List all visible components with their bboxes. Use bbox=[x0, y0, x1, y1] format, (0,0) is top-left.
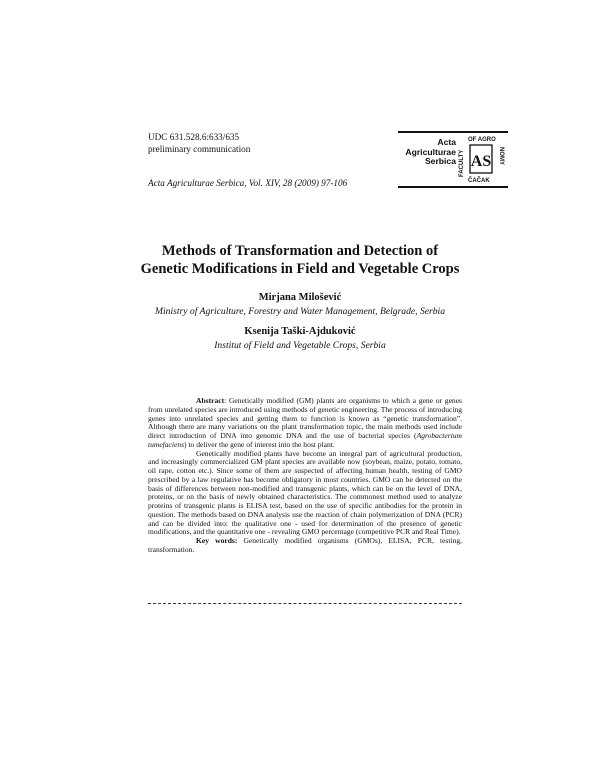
keywords bbox=[148, 537, 462, 555]
seal-ring-left: FACULTY bbox=[459, 149, 465, 177]
section-divider bbox=[148, 603, 462, 604]
abstract-text: : Genetically modified (GM) plants are organisms to which a gene or genes from unrelated species are introduced using methods of genetic engineering. The process of introducing genes into unrelated species and getting them to function is known as “genetic transformation”. Although there are many variations on the plant transformation topic, the main methods used include direct introduction of DNA into genomic DNA and the use of bacterial species ( bbox=[148, 396, 462, 440]
author-name: Ksenija Taški-Ajduković bbox=[244, 326, 356, 337]
author-affiliation: Ministry of Agriculture, Forestry and Water Management, Belgrade, Serbia bbox=[155, 306, 445, 317]
abstract-paragraph-2: Genetically modified plants have become an integral part of agricultural production, and increasingly commercialized GM plant species are available now (soybean, maize, potato, tomato, oil rape, cotton etc.). Since some of them are suspected of affecting human health, testing of GMO prescribed by a law regulative has become obligatory in most countries. GMO can be detected on the basis of differences between non-modified and transgenic plants, which can be on the level of DNA, proteins, or on the basis of newly obtained characteristics. The commonest method used to analyze proteins of transgenic plants is ELISA test, based on the use of specific antibodies for the protein in question. The methods based on DNA analysis use the reaction of chain polymerization of DNA (PCR) and can be divided into: the qualitative one - used for determination of the presence of genetic modifications, and the quantitative one - revealing GMO percentage (competitive PCR and Real Time). bbox=[148, 448, 462, 537]
title-line1: Methods of Transformation and Detection of bbox=[161, 243, 439, 259]
udc-code: UDC 631.528.6:633/635 bbox=[148, 132, 240, 142]
species-name: Agrobacterium tumefaciens bbox=[148, 431, 462, 449]
article-type: preliminary communication bbox=[148, 144, 251, 154]
journal-logo-name bbox=[398, 138, 456, 167]
keywords-text: Genetically modified organisms (GMOs), ELISA, PCR, testing, transformation. bbox=[148, 536, 462, 554]
logo-line3: Serbica bbox=[424, 156, 456, 167]
abstract-paragraph-1 bbox=[148, 397, 462, 450]
journal-citation: Acta Agriculturae Serbica, Vol. XIV, 28 (2009) 97-106 bbox=[148, 178, 348, 188]
author-affiliation: Institut of Field and Vegetable Crops, Serbia bbox=[214, 340, 386, 351]
seal-ring-right: NOMY bbox=[498, 147, 504, 165]
seal-ring-top: OF AGRO bbox=[468, 137, 496, 143]
paper-title bbox=[0, 242, 600, 278]
faculty-seal-icon bbox=[456, 133, 508, 185]
logo-line2: Agriculturae bbox=[405, 146, 456, 157]
abstract bbox=[148, 397, 462, 555]
logo-bottom-rule bbox=[398, 186, 508, 188]
logo-line1: Acta bbox=[437, 137, 456, 147]
abstract-text: ) to deliver the gene of interest into the host plant. bbox=[184, 439, 335, 449]
seal-monogram: AS bbox=[470, 153, 492, 170]
title-line2: Genetic Modifications in Field and Vegetable Crops bbox=[140, 261, 460, 277]
keywords-label: Key words: bbox=[196, 536, 238, 545]
udc-block bbox=[148, 131, 250, 155]
seal-ring-bottom: ČAČAK bbox=[468, 178, 490, 184]
abstract-label: Abstract bbox=[196, 396, 225, 405]
author-name: Mirjana Milošević bbox=[258, 292, 342, 303]
